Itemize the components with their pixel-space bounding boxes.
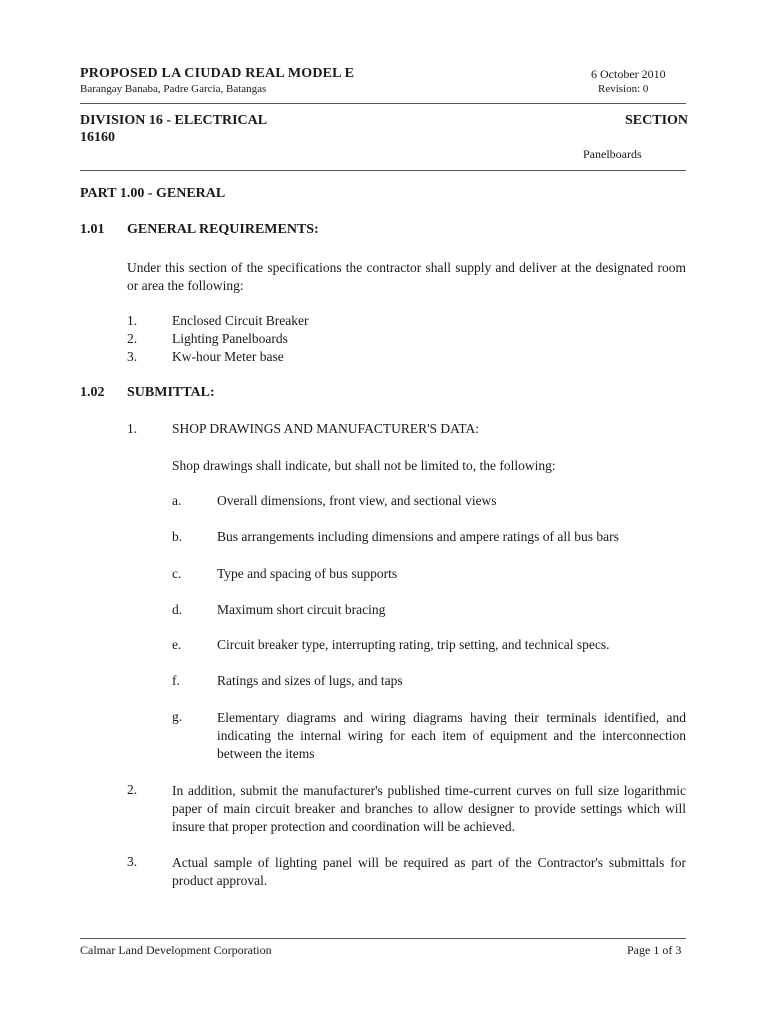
list-item-number: 2. [127,782,138,797]
sub-list-letter: c. [172,566,182,581]
sub-list-letter: f. [172,673,180,688]
sub-list-letter: d. [172,602,183,617]
sub-list-item: Ratings and sizes of lugs, and taps [217,673,403,688]
sub-list-item: Bus arrangements including dimensions and ampere ratings of all bus bars [217,529,619,544]
sub-list-item: Circuit breaker type, interrupting rating, trip setting, and technical specs. [217,637,610,652]
sub-list-letter: b. [172,529,183,544]
list-item: Kw-hour Meter base [172,349,284,364]
sub-list-item: Type and spacing of bus supports [217,566,398,581]
section-number: 16160 [80,130,115,145]
division-title: DIVISION 16 - ELECTRICAL [80,113,268,128]
document-date: 6 October 2010 [591,67,666,81]
section-1-01-title: GENERAL REQUIREMENTS: [127,222,319,237]
section-1-02-title: SUBMITTAL: [127,385,215,400]
list-item-number: 1. [127,313,138,328]
page-number: Page 1 of 3 [627,943,682,957]
section-1-02-number: 1.02 [80,385,105,400]
sub-list-letter: e. [172,637,182,652]
footer-company: Calmar Land Development Corporation [80,943,272,957]
sub-list-letter: a. [172,493,182,508]
sub-list-letter: g. [172,709,183,724]
section-name: Panelboards [583,147,642,161]
sub-list-item: Overall dimensions, front view, and sectional views [217,493,497,508]
section-divider [80,170,686,171]
revision-number: Revision: 0 [598,83,649,95]
sub-list-item: Elementary diagrams and wiring diagrams having their terminals identified, and indicating the internal wiring for each item of equipment and the interconnection between the items [217,710,686,761]
footer-divider [80,938,686,939]
submittal-item-text: In addition, submit the manufacturer's published time-current curves on full size logarithmic paper of main circuit breaker and branches to allow designer to provide settings which will insure that proper protection and coordination will be achieved. [172,783,686,834]
sub-list-item: Maximum short circuit bracing [217,602,386,617]
project-location: Barangay Banaba, Padre Garcia, Batangas [80,83,267,95]
list-item-number: 3. [127,854,138,869]
list-item: Enclosed Circuit Breaker [172,313,309,328]
list-item-number: 1. [127,421,138,436]
list-item: Lighting Panelboards [172,331,288,346]
section-1-01-number: 1.01 [80,222,105,237]
submittal-item-intro: Shop drawings shall indicate, but shall not be limited to, the following: [172,458,556,473]
section-label: SECTION [625,113,689,128]
section-1-01-intro: Under this section of the specifications the contractor shall supply and deliver at the designated room or area the following: [127,260,686,293]
header-divider [80,103,686,104]
list-item-number: 3. [127,349,138,364]
submittal-item-text: Actual sample of lighting panel will be required as part of the Contractor's submittals for product approval. [172,855,686,888]
list-item-number: 2. [127,331,138,346]
submittal-item-title: SHOP DRAWINGS AND MANUFACTURER'S DATA: [172,421,480,436]
part-heading: PART 1.00 - GENERAL [80,186,226,201]
project-title: PROPOSED LA CIUDAD REAL MODEL E [80,66,355,81]
